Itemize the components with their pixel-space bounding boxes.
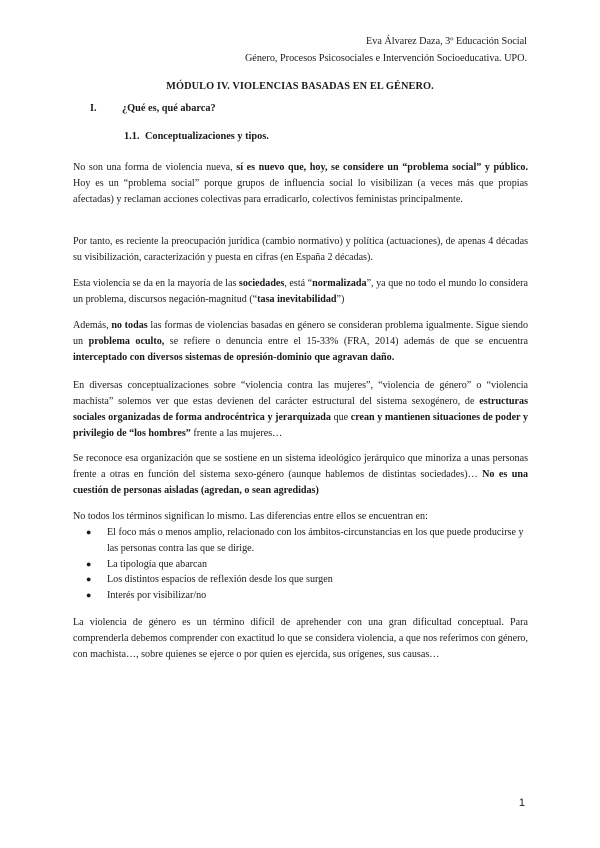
p1-bold-1: sí es nuevo que, hoy, se considere un “problema social” y público. xyxy=(236,162,529,173)
p5-bold-1: estructuras sociales organizadas de forma androcéntrica y jerarquizada xyxy=(73,395,528,423)
list-item-text: Interés por visibilizar/no xyxy=(107,590,207,602)
p6-bold-1: No es una cuestión de personas aisladas (agredan, o sean agredidas) xyxy=(73,468,528,496)
paragraph-6 xyxy=(73,451,528,499)
header-course: Género, Procesos Psicosociales e Intervención Socioeducativa. UPO. xyxy=(244,53,527,64)
p8-text-1: La violencia de género es un término difícil de aprehender con una gran dificultad conceptual. Para comprenderla debemos comprender con exactitud lo que se considera violencia, a que nos referimos con género, con machista…, sobre quienes se ejerce o por quien es ejercida, sus orígenes, sus causas… xyxy=(73,617,528,660)
list-item xyxy=(73,525,528,557)
list-item xyxy=(73,557,528,573)
header-author: Eva Álvarez Daza, 3º Educación Social xyxy=(366,36,527,47)
p3-text-3: ”, ya que no todo el mundo lo considera un problema, discursos negación-magnitud (“ xyxy=(73,278,528,305)
subsection-number: 1.1. xyxy=(124,131,140,142)
p2-text-1: Por tanto, es reciente la preocupación jurídica (cambio normativo) y política (actuaciones), de apenas 4 décadas su visibilización, caracterización y puesta en cifras (en España 2 décadas). xyxy=(73,236,528,263)
p3-text-4: ”) xyxy=(336,293,345,305)
list-item-text: La tipología que abarcan xyxy=(107,558,208,570)
section-number: I. xyxy=(90,103,97,114)
bullet-icon: ● xyxy=(86,527,92,537)
paragraph-1 xyxy=(73,160,528,208)
p4-text-2: las formas de violencias basadas en género se consideran problema igualmente. Sigue siendo un xyxy=(73,320,528,347)
p4-text-3: se refiere o denuncia entre el 15-33% (FRA, 2014) además de que se encuentra xyxy=(164,335,528,347)
p4-text-1: Además, xyxy=(73,320,112,331)
paragraph-7 xyxy=(73,509,528,525)
p5-text-2: que xyxy=(330,411,351,423)
p6-text-1: Se reconoce esa organización que se sostiene en un sistema ideológico jerárquico que minoriza a unas personas frente a otras en función del sistema sexo-género (aunque hablemos de distintas sociedades)… xyxy=(73,453,528,480)
page-number: 1 xyxy=(518,797,525,809)
list-item-text: Los distintos espacios de reflexión desde los que surgen xyxy=(107,574,333,586)
list-item xyxy=(73,572,528,588)
p1-text-1: No son una forma de violencia nueva, xyxy=(73,162,237,173)
p7-text-1: No todos los términos significan lo mismo. Las diferencias entre ellos se encuentran en: xyxy=(73,511,428,522)
differences-list xyxy=(73,525,528,604)
paragraph-2 xyxy=(73,234,528,266)
p3-bold-2: normalizada xyxy=(312,278,367,289)
subsection-title: Conceptualizaciones y tipos. xyxy=(145,131,269,142)
bullet-icon: ● xyxy=(86,574,92,585)
p4-bold-2: problema oculto, xyxy=(88,335,165,347)
module-title: MÓDULO IV. VIOLENCIAS BASADAS EN EL GÉNERO. xyxy=(166,81,434,92)
bullet-icon: ● xyxy=(86,590,92,601)
list-item xyxy=(73,588,528,604)
list-item-text: El foco más o menos amplio, relacionado con los ámbitos-circunstancias en los que puede producirse y las personas contra las que se dirige. xyxy=(107,527,524,554)
paragraph-5 xyxy=(73,378,528,442)
p4-bold-3: interceptado con diversos sistemas de opresión-dominio que agravan daño. xyxy=(73,351,395,363)
p5-text-3: frente a las mujeres… xyxy=(190,427,283,439)
section-title: ¿Qué es, qué abarca? xyxy=(122,103,216,114)
p5-bold-2: crean y mantienen situaciones de poder y privilegio de “los hombres” xyxy=(73,411,528,439)
p4-bold-1: no todas xyxy=(111,320,148,331)
p1-text-2: Hoy es un “problema social” porque grupos de influencia social lo visibilizan (a veces más que propias afectadas) y reclaman acciones colectivas para erradicarlo, colectivos feministas principalmente. xyxy=(73,177,528,205)
p3-text-2: , está “ xyxy=(284,278,313,289)
p3-text-1: Esta violencia se da en la mayoría de las xyxy=(73,278,239,289)
p5-text-1: En diversas conceptualizaciones sobre “violencia contra las mujeres”, “violencia de género” o “violencia machista” solemos ver que estas devienen del carácter estructural del sistema sexogénero, de xyxy=(73,380,528,407)
p3-bold-3: tasa inevitabilidad xyxy=(257,293,337,305)
paragraph-4 xyxy=(73,318,528,366)
bullet-icon: ● xyxy=(86,558,92,569)
paragraph-8 xyxy=(73,615,528,663)
paragraph-3 xyxy=(73,276,528,308)
p3-bold-1: sociedades xyxy=(238,278,285,289)
